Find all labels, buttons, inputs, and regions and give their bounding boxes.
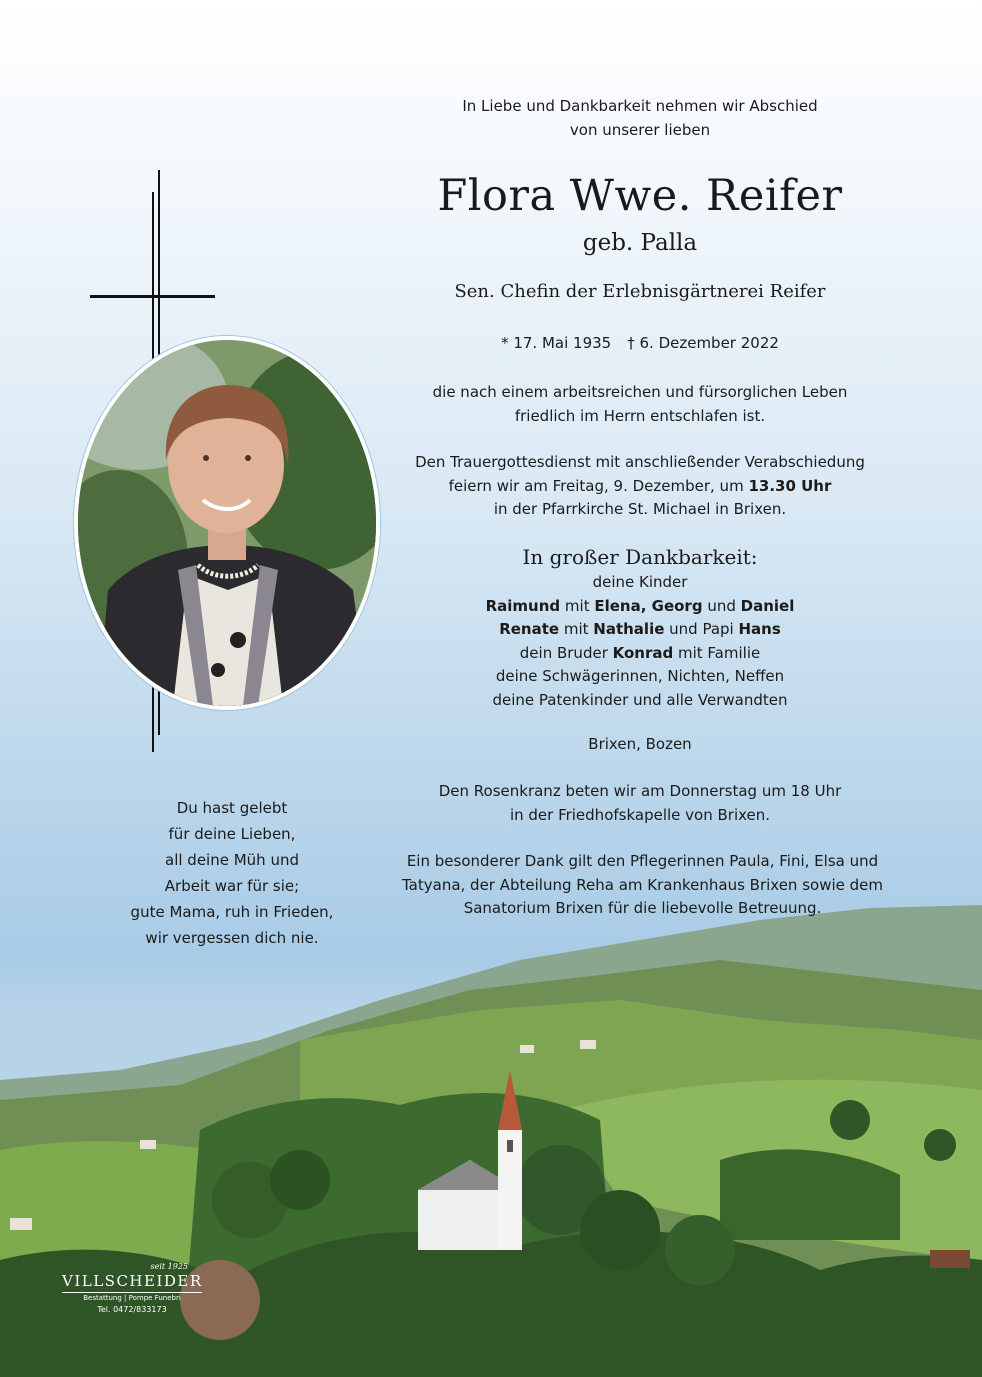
gratitude-line: Tatyana, der Abteilung Reha am Krankenhaus Brixen sowie dem [402, 875, 883, 894]
logo-phone: Tel. 0472/833173 [97, 1305, 167, 1314]
service-line: feiern wir am Freitag, 9. Dezember, um 13.30 Uhr [448, 476, 832, 495]
memorial-poem [92, 795, 372, 951]
mourners-row: dein Bruder Konrad mit Familie [519, 643, 761, 662]
intro-line: von unserer lieben [569, 120, 711, 139]
mourners-row: Raimund mit Elena, Georg und Daniel [485, 596, 795, 615]
gratitude-line: Ein besonderer Dank gilt den Pflegerinnen Paula, Fini, Elsa und [406, 852, 879, 870]
logo-brand: VILLSCHEIDER [62, 1272, 202, 1293]
mourners-row: deine Patenkinder und alle Verwandten [492, 690, 788, 709]
portrait-photo [74, 336, 380, 710]
gratitude-line: Sanatorium Brixen für die liebevolle Betreuung. [463, 899, 822, 917]
birth-date: * 17. Mai 1935 [501, 334, 612, 352]
logo-since: seit 1925 [150, 1262, 188, 1271]
funeral-service-text [390, 451, 890, 522]
life-dates [390, 332, 890, 356]
passing-line: friedlich im Herrn entschlafen ist. [514, 406, 766, 425]
maiden-name: geb. Palla [582, 230, 698, 256]
death-date: † 6. Dezember 2022 [627, 334, 779, 352]
service-time: 13.30 Uhr [748, 476, 832, 495]
gratitude-text [395, 850, 890, 921]
mourners-list [390, 571, 890, 712]
cross-horizontal-line [90, 295, 215, 298]
passing-line: die nach einem arbeitsreichen und fürsorglichen Leben [432, 383, 848, 401]
rosary-line: Den Rosenkranz beten wir am Donnerstag um 18 Uhr [438, 782, 842, 800]
passing-text [390, 381, 890, 428]
rosary-line: in der Friedhofskapelle von Brixen. [509, 805, 771, 824]
poem-line: gute Mama, ruh in Frieden, [130, 903, 334, 921]
logo-subtitle: Bestattung | Pompe Funebri [83, 1294, 181, 1302]
rosary-text [390, 780, 890, 827]
poem-line: all deine Müh und [165, 851, 299, 869]
service-line: Den Trauergottesdienst mit anschließender Verabschiedung [415, 453, 865, 471]
poem-line: für deine Lieben, [168, 825, 296, 843]
service-line: in der Pfarrkirche St. Michael in Brixen. [493, 500, 787, 518]
place-line: Brixen, Bozen [588, 735, 692, 753]
mourners-row: deine Schwägerinnen, Nichten, Neffen [495, 667, 785, 685]
poem-line: Arbeit war für sie; [164, 877, 300, 895]
intro-line: In Liebe und Dankbarkeit nehmen wir Abschied [462, 97, 818, 115]
poem-line: wir vergessen dich nie. [145, 929, 319, 947]
mourners-row: Renate mit Nathalie und Papi Hans [499, 620, 781, 638]
mourners-intro: deine Kinder [592, 573, 688, 591]
poem-line: Du hast gelebt [176, 799, 288, 817]
intro-text [390, 95, 890, 142]
deceased-name: Flora Wwe. Reifer [437, 171, 843, 221]
funeral-home-logo [62, 1262, 202, 1316]
mourners-title: In großer Dankbarkeit: [522, 545, 758, 569]
deceased-role: Sen. Chefin der Erlebnisgärtnerei Reifer [454, 281, 826, 302]
